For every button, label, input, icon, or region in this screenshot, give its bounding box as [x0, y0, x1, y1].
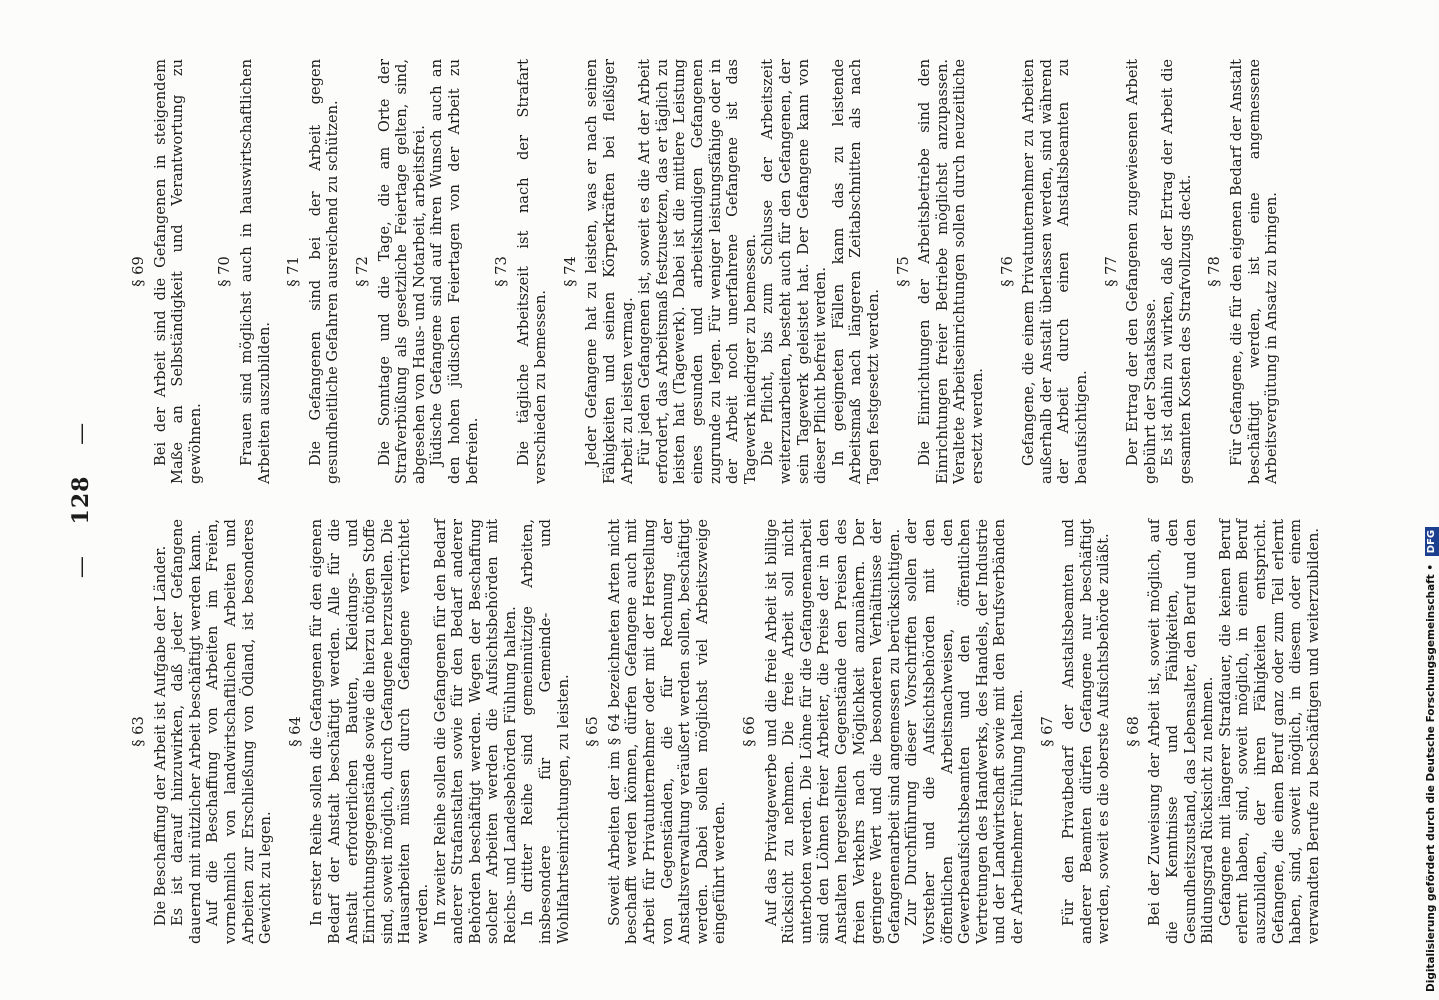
section-paragraph: In zweiter Reihe sollen die Gefangenen für den Bedarf anderer Strafanstalten sowie für den Bedarf anderer Behörden beschäftigt werden. Wegen der Beschaffung solcher Arbeiten werden die Aufsichtsbehörden mit Reichs- und Landesbehörden Fühlung halten. — [431, 519, 519, 944]
page-number: 128 — [68, 475, 94, 525]
section-heading: § 72 — [353, 256, 371, 287]
dfg-separator: • — [1425, 563, 1437, 571]
section-paragraph: Die Einrichtungen der Arbeitsbetriebe sind den Einrichtungen freier Betriebe möglichst anzupassen. Veraltete Arbeitseinrichtungen sollen durch neuzeitliche ersetzt werden. — [916, 59, 986, 484]
section-heading: § 71 — [285, 256, 303, 287]
section-paragraph: Auf das Privatgewerbe und die freie Arbeit ist billige Rücksicht zu nehmen. Die freie Arbeit soll nicht unterboten werden. Die Löhne für die Gefangenenarbeit sind den Löhnen freier Arbeiter, die Preise der in den Anstalten hergestellten Gegenstände den Preisen des freien Verkehrs nach Möglichkeit anzunähern. Der geringere Wert und die besonderen Verhältnisse der Gefangenenarbeit sind angemessen zu berücksichtigen. — [762, 519, 903, 944]
section-heading: § 69 — [130, 256, 147, 287]
left-column — [130, 519, 1322, 944]
section-paragraph: Gefangene mit längerer Strafdauer, die keinen Beruf erlernt haben, sind, soweit möglich, in einem Beruf auszubilden, der ihren Fähigkeiten entspricht. Gefangene, die einen Beruf ganz oder zum Teil erlernt haben, sind, soweit möglich, in diesem oder einem verwandten Berufe zu beschäftigen und weiterzubilden. — [1216, 519, 1322, 944]
section-heading: § 68 — [1124, 716, 1142, 747]
section-paragraph: Frauen sind möglichst auch in hauswirtschaftlichen Arbeiten auszubilden. — [237, 59, 273, 484]
section-paragraph: Die Beschaffung der Arbeit ist Aufgabe der Länder. — [151, 545, 169, 926]
section-heading: § 67 — [1038, 716, 1056, 747]
section-paragraph: Jüdische Gefangene sind auf ihren Wunsch auch an den hohen jüdischen Feiertagen von der Arbeit zu befreien. — [428, 59, 481, 484]
section-paragraph: Zur Durchführung dieser Vorschriften sollen der Vorsteher und die Aufsichtsbehörden mit den öffentlichen Arbeitsnachweisen, den Gewerbeaufsichtsbeamten und den öffentlichen Vertretungen des Handwerks, des Handels, der Industrie und der Landwirtschaft sowie mit den Berufsverbänden der Arbeitnehmer Fühlung halten. — [903, 519, 1026, 944]
page-header — [68, 50, 108, 950]
section-heading: § 78 — [1206, 256, 1224, 287]
section-heading: § 63 — [130, 716, 147, 747]
rotated-page-content — [60, 50, 1322, 950]
section-paragraph: Auf die Beschaffung von Arbeiten im Freien, vornehmlich von landwirtschaftlichen Arbeiten und Arbeiten zur Erschließung von Ödland, ist besonderes Gewicht zu legen. — [204, 519, 275, 944]
header-dash-right: — — [69, 421, 94, 445]
section-paragraph: Für jeden Gefangenen ist, soweit es die Art der Arbeit erfordert, das Arbeitsmaß festzusetzen, das er täglich zu leisten hat (Tagewerk). Dabei ist die mittlere Leistung eines gesunden und arbeitskundigen Gefangenen zugrunde zu legen. Für weniger leistungsfähige oder in der Arbeit noch unerfahrene Gefangene ist das Tagewerk niedriger zu bemessen. — [636, 59, 759, 484]
section-paragraph: Jeder Gefangene hat zu leisten, was er nach seinen Fähigkeiten und seinen Körperkräften bei fleißiger Arbeit zu leisten vermag. — [583, 59, 636, 484]
section-paragraph: Die tägliche Arbeitszeit ist nach der Strafart verschieden zu bemessen. — [514, 59, 550, 484]
section-heading: § 74 — [561, 256, 579, 287]
right-column — [130, 59, 1290, 484]
section-paragraph: Bei der Zuweisung der Arbeit ist, soweit möglich, auf die Kenntnisse und Fähigkeiten, den Gesundheitszustand, das Lebensalter, den Beruf und den Bildungsgrad Rücksicht zu nehmen. — [1146, 519, 1217, 944]
section-paragraph: Soweit Arbeiten der im § 64 bezeichneten Arten nicht beschafft werden können, dürfen Gefangene auch mit Arbeit für Privatunternehmer oder mit der Herstellung von Gegenständen, die für Rechnung der Anstaltsverwaltung veräußert werden sollen, beschäftigt werden. Dabei sollen möglichst viel Arbeitszweige eingeführt werden. — [605, 519, 729, 944]
section-paragraph: Für den Privatbedarf der Anstaltsbeamten und anderer Beamten dürfen Gefangene nur beschäftigt werden, soweit es die oberste Aufsichtsbehörde zuläßt. — [1060, 519, 1113, 944]
section-heading: § 77 — [1102, 256, 1120, 287]
section-paragraph: In erster Reihe sollen die Gefangenen für den eigenen Bedarf der Anstalt beschäftigt werden. Alle für die Anstalt erforderlichen Bauten, Kleidungs- und Einrichtungsgegenstände sowie die hierzu nötigen Stoffe sind, soweit möglich, durch Gefangene herzustellen. Die Hausarbeiten müssen durch Gefangene verrichtet werden. — [308, 519, 431, 944]
dfg-logo: DFG — [1425, 527, 1439, 556]
section-paragraph: Für Gefangene, die für den eigenen Bedarf der Anstalt beschäftigt werden, ist eine angemessene Arbeitsvergütung in Ansatz zu bringen. — [1228, 59, 1281, 484]
section-heading: § 73 — [493, 256, 511, 287]
section-paragraph: Bei der Arbeit sind die Gefangenen in steigendem Maße an Selbständigkeit und Verantwortung zu gewöhnen. — [151, 59, 204, 484]
section-paragraph: Die Pflicht, bis zum Schlusse der Arbeitszeit weiterzuarbeiten, besteht auch für den Gefangenen, der sein Tagewerk geleistet hat. Der Gefangene kann von dieser Pflicht befreit werden. — [759, 59, 830, 484]
section-heading: § 75 — [894, 256, 912, 287]
section-paragraph: Es ist dahin zu wirken, daß der Ertrag der Arbeit die gesamten Kosten des Strafvollzugs deckt. — [1159, 59, 1194, 484]
section-heading: § 66 — [741, 716, 758, 747]
dfg-funding-note — [1424, 2, 1438, 992]
section-paragraph: In geeigneten Fällen kann das zu leistende Arbeitsmaß nach längeren Zeitabschnitten als nach Tagen festgesetzt werden. — [829, 59, 882, 484]
section-paragraph: In dritter Reihe sind gemeinnützige Arbeiten, insbesondere für Gemeinde- und Wohlfahrtseinrichtungen, zu leisten. — [519, 519, 572, 944]
section-paragraph: Die Gefangenen sind bei der Arbeit gegen gesundheitliche Gefahren ausreichend zu schützen. — [306, 59, 342, 484]
header-dash-left: — — [69, 555, 94, 579]
section-heading: § 64 — [286, 716, 304, 747]
section-heading: § 76 — [998, 256, 1016, 287]
dfg-funding-text: Digitalisierung gefördert durch die Deutsche Forschungsgemeinschaft — [1425, 574, 1437, 992]
section-heading: § 65 — [584, 716, 602, 747]
section-paragraph: Die Sonntage und die Tage, die am Orte der Strafverbüßung als gesetzliche Feiertage gelten, sind, abgesehen von Haus- und Notarbeit, arbeitsfrei. — [375, 59, 428, 484]
section-paragraph: Der Ertrag der den Gefangenen zugewiesenen Arbeit gebührt der Staatskasse. — [1124, 59, 1159, 484]
section-paragraph: Es ist darauf hinzuwirken, daß jeder Gefangene dauernd mit nützlicher Arbeit beschäftigt werden kann. — [169, 519, 204, 944]
section-heading: § 70 — [216, 256, 234, 287]
section-paragraph: Gefangene, die einem Privatunternehmer zu Arbeiten außerhalb der Anstalt überlassen werden, sind während der Arbeit durch einen Anstaltsbeamten zu beaufsichtigen. — [1020, 59, 1090, 484]
